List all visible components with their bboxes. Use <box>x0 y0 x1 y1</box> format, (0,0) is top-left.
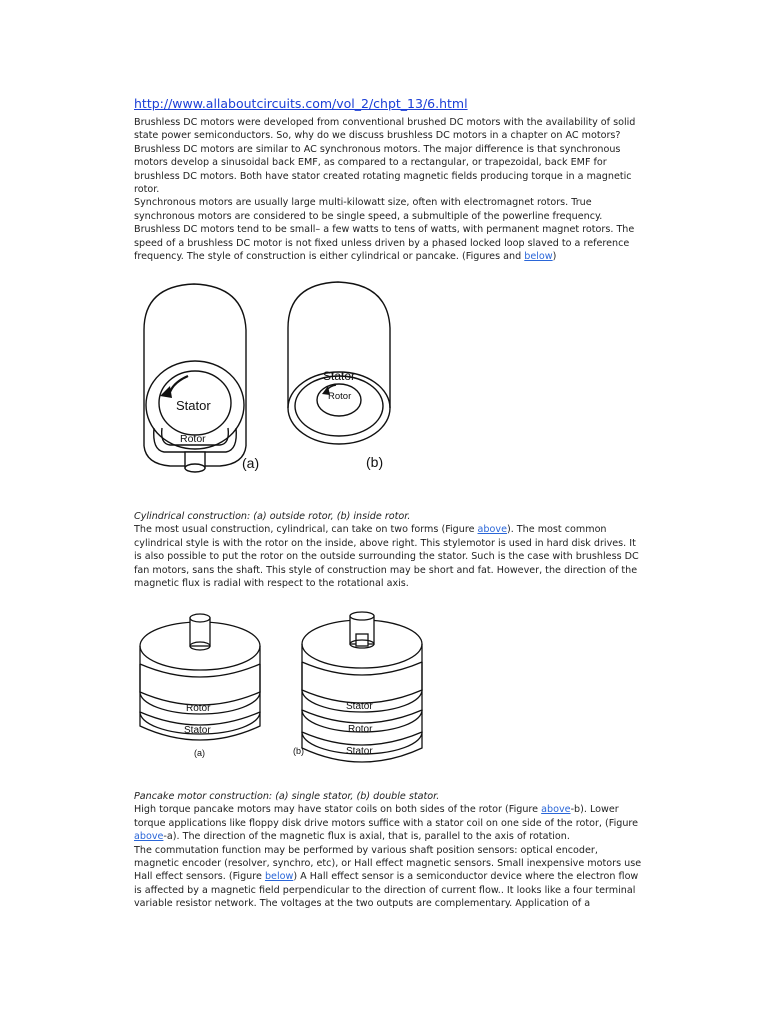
stator-label-pancake-b-top: Stator <box>346 701 373 712</box>
rotor-label-a: Rotor <box>180 433 206 445</box>
figure-1-caption: Cylindrical construction: (a) outside rotor, (b) inside rotor. <box>134 511 411 522</box>
cylindrical-construction-figure <box>130 278 420 496</box>
section-2-text-a: The most usual construction, cylindrical, can take on two forms (Figure <box>134 524 475 536</box>
rotor-label-b: Rotor <box>328 391 352 402</box>
above-link-b[interactable]: above <box>541 804 571 816</box>
section-2-paragraph <box>134 523 644 590</box>
section-3-paragraph-2 <box>134 844 644 911</box>
rotor-label-pancake-b: Rotor <box>348 724 373 735</box>
section-3-text-b: -b). Lower torque applications like floppy disk drive motors suffice with a stator coil on one side of the rotor, (Figure <box>134 804 639 829</box>
intro-and: and <box>503 251 522 263</box>
single-stator-diagram <box>140 614 260 740</box>
figure-label-b: (b) <box>366 454 384 470</box>
section-2 <box>134 510 644 590</box>
section-3-paragraph-1 <box>134 803 644 843</box>
intro-paragraph-2 <box>134 196 644 263</box>
intro-paragraph-2-text: Synchronous motors are usually large multi-kilowatt size, often with electromagnet rotors. True synchronous motors are considered to be single speed, a submultiple of the powerline frequency. Brushless DC motors tend to be small– a few watts to tens of watts, with permanent magnet rotors. The speed of a brushless DC motor is not fixed unless driven by a phased locked loop slaved to a reference frequency. The style of construction is either cylindrical or pancake. (Figures <box>134 197 635 263</box>
below-link-hall[interactable]: below <box>264 871 294 883</box>
stator-label-b: Stator <box>323 369 356 383</box>
below-link[interactable]: below <box>524 251 553 263</box>
double-stator-diagram <box>302 612 422 762</box>
figure-label-pancake-b: (b) <box>293 746 304 756</box>
stator-label-pancake-a: Stator <box>184 725 211 736</box>
source-url-link[interactable]: http://www.allaboutcircuits.com/vol_2/chpt_13/6.html <box>134 96 468 111</box>
rotor-label-pancake-a: Rotor <box>186 703 211 714</box>
inside-rotor-diagram <box>288 282 390 444</box>
intro-section <box>134 116 644 263</box>
above-link-a[interactable]: above <box>134 831 164 843</box>
section-3-text-e: ) A Hall effect sensor is a semiconductor device where the electron flow is affected by a magnetic field perpendicular to the direction of current flow.. It looks like a four terminal variable resistor network. The voltages at the two outputs are complementary. Application of a <box>134 871 639 910</box>
intro-paragraph-1: Brushless DC motors were developed from conventional brushed DC motors with the availability of solid state power semiconductors. So, why do we discuss brushless DC motors in a chapter on AC motors? Brushless DC motors are similar to AC synchronous motors. The major difference is that synchronous motors develop a sinusoidal back EMF, as compared to a rectangular, or trapezoidal, back EMF for brushless DC motors. Both have stator created rotating magnetic fields producing torque in a magnetic rotor. <box>134 117 636 196</box>
stator-label-pancake-b-bottom: Stator <box>346 746 373 757</box>
pancake-construction-figure <box>134 606 434 764</box>
intro-close-paren: ) <box>552 251 557 263</box>
section-3-text-d: The commutation function may be performed by various shaft position sensors: optical encoder, magnetic encoder (resolver, synchro, etc), or Hall effect magnetic sensors. Small inexpensive motors use Hall effect sensors. (Figure <box>134 844 642 883</box>
section-3 <box>134 790 644 911</box>
figure-2-caption: Pancake motor construction: (a) single stator, (b) double stator. <box>134 791 440 802</box>
section-3-text-a: High torque pancake motors may have stator coils on both sides of the rotor (Figure <box>134 804 539 816</box>
section-2-text-b: ). The most common cylindrical style is with the rotor on the inside, above right. This stylemotor is used in hard disk drives. It is also possible to put the rotor on the outside surrounding the stator. Such is the case with brushless DC fan motors, sans the shaft. This style of construction may be short and fat. However, the direction of the magnetic flux is radial with respect to the rotational axis. <box>134 524 639 590</box>
stator-label-a: Stator <box>176 398 211 413</box>
above-link[interactable]: above <box>477 524 507 536</box>
figure-label-a: (a) <box>242 455 260 471</box>
figure-label-pancake-a: (a) <box>194 748 205 758</box>
section-3-text-c: -a). The direction of the magnetic flux is axial, that is, parallel to the axis of rotation. <box>163 831 570 843</box>
